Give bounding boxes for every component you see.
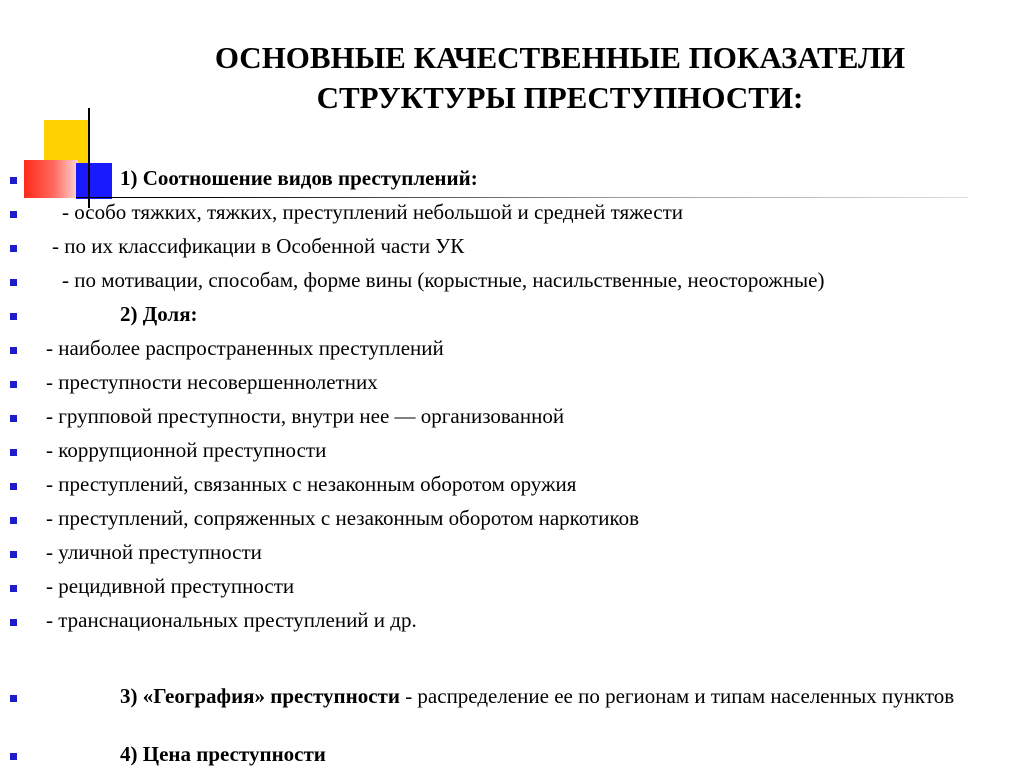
list-item	[0, 569, 1024, 603]
list-item	[0, 297, 1024, 331]
bullet-icon	[10, 211, 17, 218]
list-item	[0, 263, 1024, 297]
bullet-icon	[10, 245, 17, 252]
title-line-2: СТРУКТУРЫ ПРЕСТУПНОСТИ:	[316, 80, 804, 115]
item-heading: 3) «География» преступности	[120, 684, 400, 708]
list-item	[0, 331, 1024, 365]
bullet-icon	[10, 551, 17, 558]
bullet-icon	[10, 177, 17, 184]
bullet-icon	[10, 415, 17, 422]
list-item	[0, 535, 1024, 569]
item-text: - рецидивной преступности	[46, 574, 295, 598]
item-text: - распределение ее по регионам и типам населенных пунктов	[399, 684, 955, 708]
bullet-icon	[10, 313, 17, 320]
item-text: - особо тяжких, тяжких, преступлений небольшой и средней тяжести	[62, 200, 683, 224]
list-item	[0, 603, 1024, 637]
list-item	[0, 195, 1024, 229]
list-item	[0, 229, 1024, 263]
item-text: - уличной преступности	[46, 540, 262, 564]
item-text: - транснациональных преступлений и др.	[46, 608, 417, 632]
bullet-icon	[10, 619, 17, 626]
bullet-icon	[10, 449, 17, 456]
list-item	[0, 433, 1024, 467]
bullet-icon	[10, 695, 17, 702]
decor-yellow-square	[44, 120, 90, 165]
item-text: - групповой преступности, внутри нее — организованной	[46, 404, 565, 428]
item-heading: 1) Соотношение видов преступлений:	[120, 166, 478, 190]
item-heading: 2) Доля:	[120, 302, 198, 326]
item-text: - по их классификации в Особенной части УК	[52, 234, 465, 258]
list-item	[0, 161, 1024, 195]
bullet-icon	[10, 347, 17, 354]
bullet-icon	[10, 585, 17, 592]
bullet-icon	[10, 517, 17, 524]
item-text: - по мотивации, способам, форме вины (корыстные, насильственные, неосторожные)	[62, 268, 825, 292]
list-spacer	[0, 637, 1024, 679]
list-item	[0, 399, 1024, 433]
bullet-icon	[10, 381, 17, 388]
list-item	[0, 365, 1024, 399]
list-item	[0, 679, 1024, 737]
bullet-icon	[10, 483, 17, 490]
slide-title	[130, 38, 990, 118]
list-item	[0, 501, 1024, 535]
item-text: - преступлений, сопряженных с незаконным оборотом наркотиков	[46, 506, 640, 530]
bullet-icon	[10, 753, 17, 760]
title-line-1: ОСНОВНЫЕ КАЧЕСТВЕННЫЕ ПОКАЗАТЕЛИ	[214, 40, 906, 75]
item-heading: 4) Цена преступности	[120, 742, 326, 766]
bullet-icon	[10, 279, 17, 286]
bullet-list	[0, 161, 1024, 771]
list-item	[0, 467, 1024, 501]
list-item	[0, 737, 1024, 771]
item-text: - коррупционной преступности	[46, 438, 327, 462]
item-text: - преступлений, связанных с незаконным оборотом оружия	[46, 472, 577, 496]
item-text: - наиболее распространенных преступлений	[46, 336, 444, 360]
item-text: - преступности несовершеннолетних	[46, 370, 378, 394]
